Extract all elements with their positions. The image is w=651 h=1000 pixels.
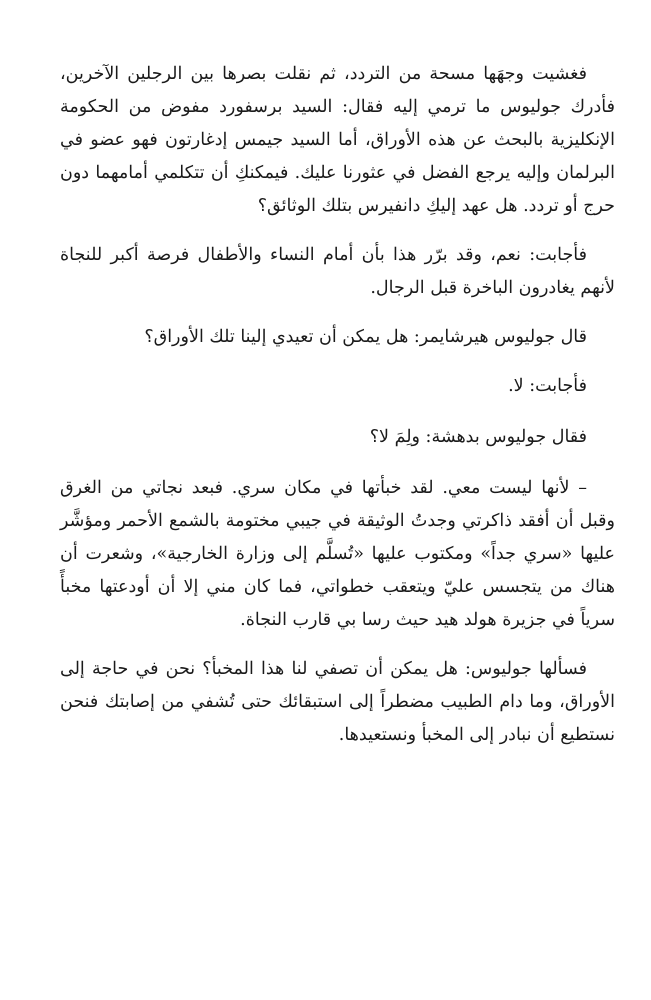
paragraph-7: فسألها جوليوس: هل يمكن أن تصفي لنا هذا المخبأ؟ نحن في حاجة إلى الأوراق، وما دام الطبيب مضطراً إلى استبقائك حتى تُشفي من إصابتك فنحن نستطيع أن نبادر إلى المخبأ ونستعيدها. (60, 659, 615, 745)
paragraph-3: قال جوليوس هيرشايمر: هل يمكن أن تعيدي إلينا تلك الأوراق؟ (144, 327, 587, 347)
document-page (60, 58, 615, 768)
paragraph-5: فقال جوليوس بدهشة: ولِمَ لا؟ (369, 427, 587, 447)
paragraph-1: فغشيت وجهَها مسحة من التردد، ثم نقلت بصرها بين الرجلين الآخرين، فأدرك جوليوس ما ترمي إليه فقال: السيد برسفورد مفوض من الحكومة الإنكليزية بالبحث عن هذه الأوراق، أما السيد جيمس إدغارتون فهو عضو في البرلمان وإليه يرجع الفضل في عثورنا عليك. فيمكنكِ أن تتكلمي أمامهما دون حرج أو تردد. هل عهد إليكِ دانفيرس بتلك الوثائق؟ (60, 64, 615, 216)
paragraph-2: فأجابت: نعم، وقد برّر هذا بأن أمام النساء والأطفال فرصة أكبر للنجاة لأنهم يغادرون الباخرة قبل الرجال. (60, 245, 615, 298)
paragraph-4: فأجابت: لا. (508, 376, 587, 396)
paragraph-6: – لأنها ليست معي. لقد خبأتها في مكان سري. فبعد نجاتي من الغرق وقبل أن أفقد ذاكرتي وجدتُ الوثيقة في جيبي مختومة بالشمع الأحمر ومؤشَّر عليها «سري جداً» ومكتوب عليها «تُسلَّم إلى وزارة الخارجية»، وشعرت أن هناك من يتجسس عليّ ويتعقب خطواتي، فما كان مني إلا أن أودعتها مخبأً سرياً في جزيرة هولد هيد حيث رسا بي قارب النجاة. (60, 478, 615, 630)
